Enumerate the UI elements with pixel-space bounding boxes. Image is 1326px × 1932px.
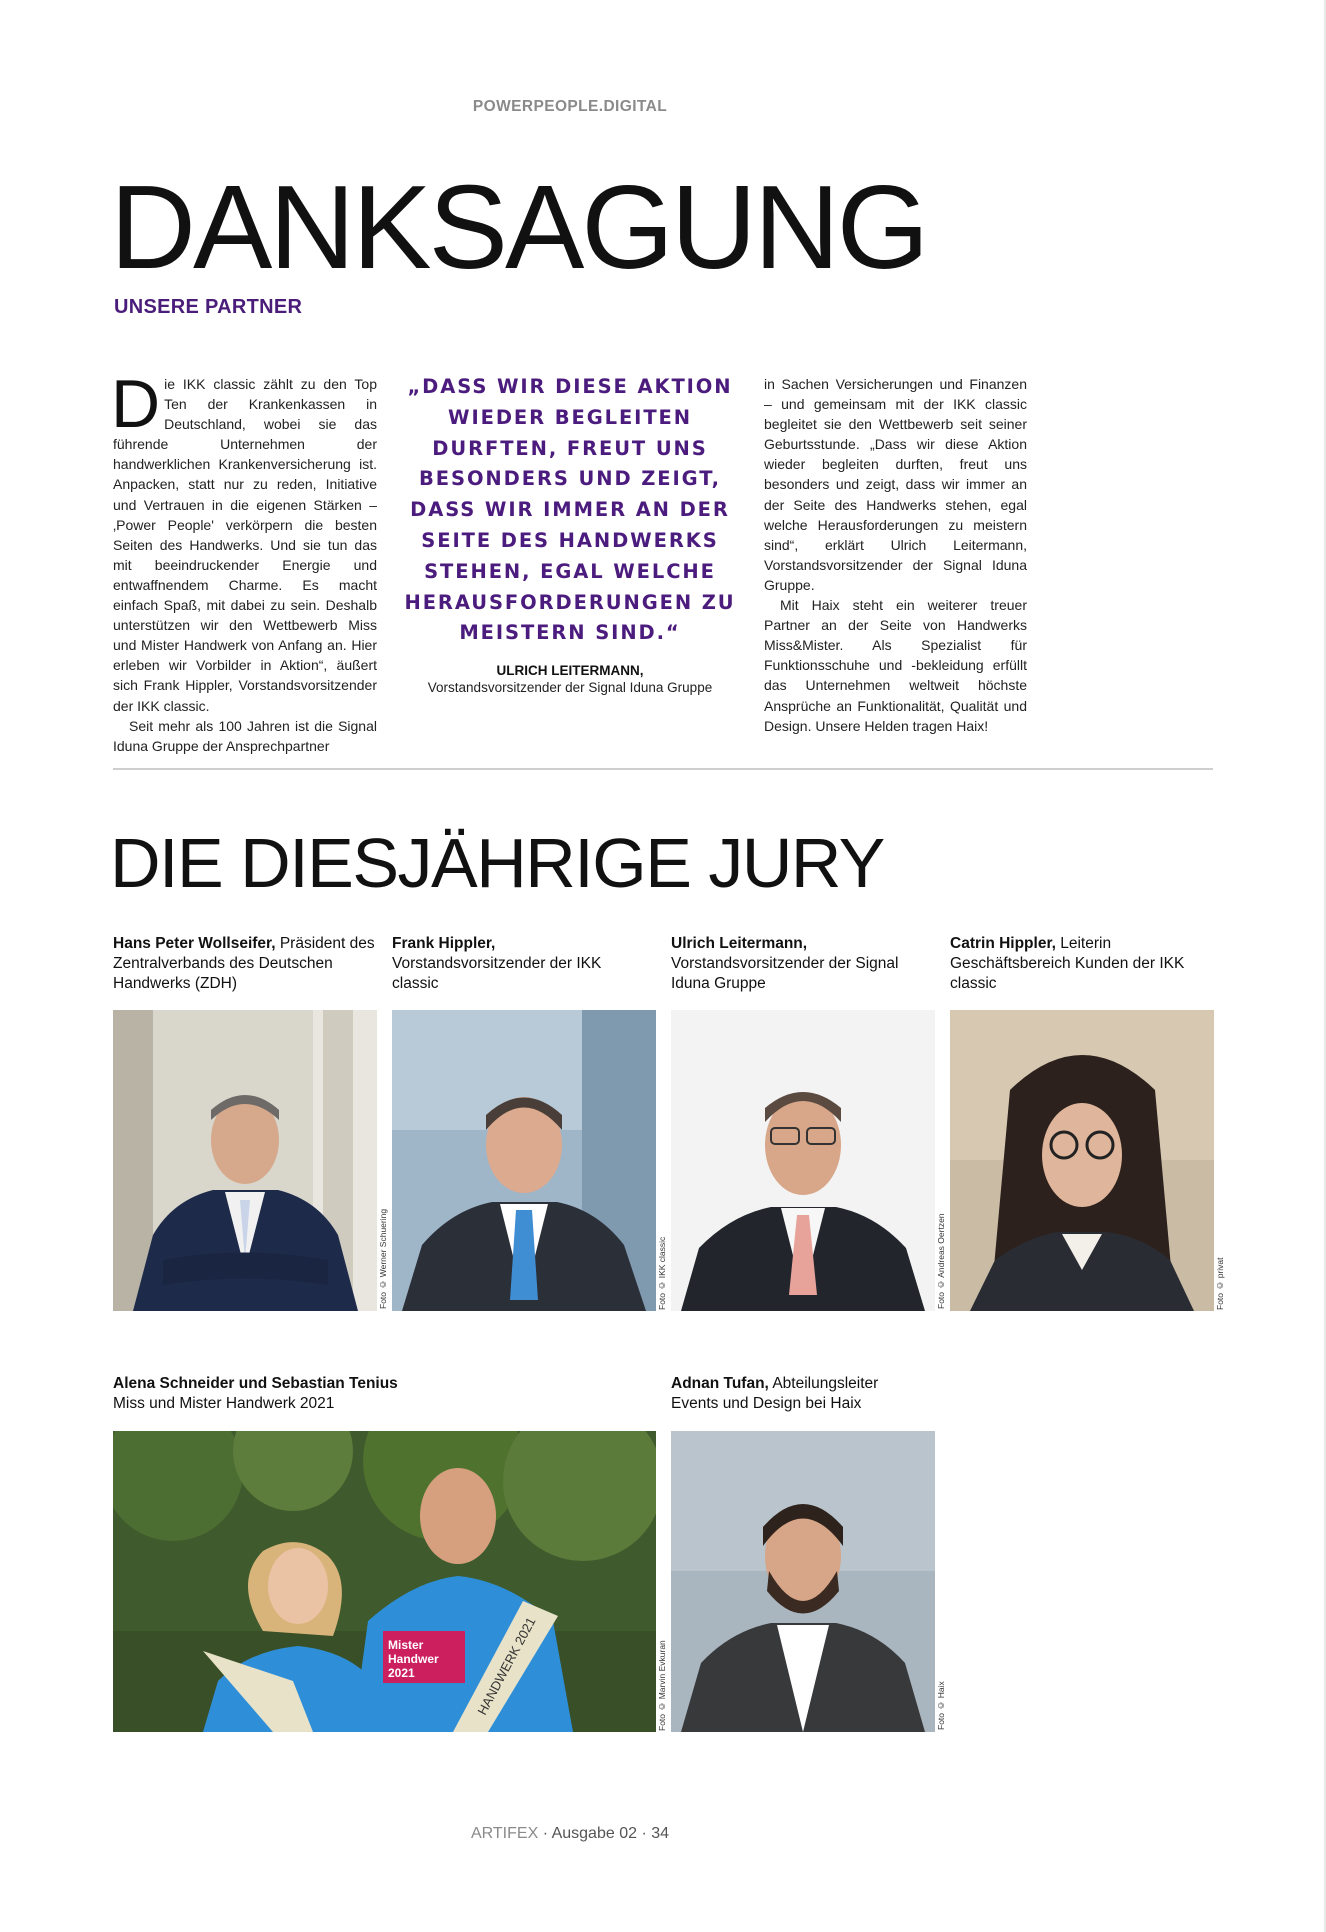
paragraph-text: ie IKK classic zählt zu den Top Ten der Krankenkassen in Deutschland, wobei sie das führende Unternehmen der handwerklichen Krankenversicherung ist. Anpacken, statt nur zu reden, Initiative und Vertrauen in die eigenen Stärken – ‚Power People' verkörpern die besten Seiten des Handwerks. Und sie tun das mit beeindruckender Energie und entwaffnendem Charme. Es macht einfach Spaß, mit dabei zu sein. Deshalb unterstützen wir den Wettbewerb Miss und Mister Handwerk von Anfang an. Hier erleben wir Vorbilder in Aktion“, äußert sich Frank Hippler, Vorstandsvorsitzender der IKK classic.	[113, 376, 377, 714]
article-subtitle: UNSERE PARTNER	[114, 296, 303, 318]
photo-credit: Foto © IKK classic	[657, 1236, 667, 1310]
jury-name: Hans Peter Wollseifer,	[113, 935, 276, 952]
jury-name: Alena Schneider und Sebastian Tenius	[113, 1375, 398, 1392]
jury-name: Catrin Hippler,	[950, 935, 1056, 952]
jury-photo-f-hippler	[392, 1010, 656, 1311]
magazine-name: ARTIFEX	[470, 1825, 539, 1842]
jury-caption	[671, 934, 921, 995]
photo-credit: Foto © Werner Schuering	[378, 1208, 388, 1309]
jury-name: Frank Hippler,	[392, 935, 496, 952]
svg-text:HANDWERK 2021: HANDWERK 2021	[474, 1614, 539, 1718]
issue-info: · Ausgabe 02 · 34	[538, 1825, 670, 1842]
jury-name: Ulrich Leitermann,	[671, 935, 808, 952]
svg-text:Mister: Mister	[388, 1638, 424, 1652]
jury-role: Präsident des Zentralverbands des Deutschen Handwerks (ZDH)	[113, 935, 375, 993]
quote-text: „DASS WIR DIESE AKTION WIEDER BEGLEITEN DURFTEN, FREUT UNS BESONDERS UND ZEIGT, DASS WIR IMMER AN DER SEITE DES HANDWERKS STEHEN, EGAL WELCHE HERAUSFORDERUNGEN ZU MEISTERN SIND.“	[404, 375, 736, 645]
paragraph	[111, 366, 377, 716]
quote-author: ULRICH LEITERMANN,	[496, 663, 644, 679]
section-divider	[113, 768, 1213, 770]
jury-title: DIE DIESJÄHRIGE JURY	[110, 824, 884, 902]
jury-caption	[950, 934, 1200, 995]
jury-photo-miss-mister	[113, 1431, 656, 1732]
photo-credit: Foto © Andreas Oertzen	[936, 1213, 946, 1309]
jury-photo-c-hippler	[950, 1010, 1214, 1311]
jury-role: Vorstandsvorsitzender der Signal Iduna Gruppe	[671, 955, 899, 993]
paragraph: Mit Haix steht ein weiterer treuer Partner an der Seite von Handwerks Miss&Mister. Als Spezialist für Funktionsschuhe und -bekleidung erfüllt das Unternehmen weltweit höchste Ansprüche an Funktionalität, Qualität und Design. Unsere Helden tragen Haix!	[764, 597, 1027, 734]
paragraph: in Sachen Versicherungen und Finanzen – und gemeinsam mit der IKK classic begleitet sie den Wettbewerb seit seiner Geburtsstunde. „Dass wir diese Aktion wieder begleiten durften, freut uns besonders und zeigt, dass wir immer an der Seite des Handwerks stehen, egal welche Herausforderungen zu meistern sind“, erklärt Ulrich Leitermann, Vorstandsvorsitzender der Signal Iduna Gruppe.	[764, 376, 1027, 593]
jury-photo-wollseifer	[113, 1010, 377, 1311]
drop-cap: D	[111, 366, 161, 442]
pull-quote	[400, 372, 740, 695]
jury-caption	[113, 934, 383, 995]
jury-photo-tufan	[671, 1431, 935, 1732]
page-footer	[0, 1825, 1140, 1843]
svg-text:2021: 2021	[388, 1666, 415, 1680]
photo-credit: Foto © privat	[1215, 1257, 1225, 1310]
site-header: POWERPEOPLE.DIGITAL	[472, 98, 668, 115]
jury-role: Leiterin Geschäftsbereich Kunden der IKK classic	[950, 935, 1185, 993]
paragraph: Seit mehr als 100 Jahren ist die Signal Iduna Gruppe der Ansprechpartner	[113, 717, 377, 754]
jury-name: Adnan Tufan,	[671, 1375, 769, 1392]
photo-credit: Foto © Haix	[936, 1681, 946, 1730]
article-title: DANKSAGUNG	[110, 161, 927, 294]
jury-photo-leitermann	[671, 1010, 935, 1311]
jury-role: Abteilungsleiter Events und Design bei Haix	[671, 1375, 879, 1413]
jury-caption	[392, 934, 642, 995]
text-column-right	[764, 374, 1027, 736]
jury-caption	[113, 1374, 533, 1414]
photo-credit: Foto © Marvin Evkuran	[657, 1640, 667, 1731]
quote-author-role: Vorstandsvorsitzender der Signal Iduna Gruppe	[427, 680, 713, 696]
jury-caption	[671, 1374, 921, 1414]
jury-role: Vorstandsvorsitzender der IKK classic	[392, 955, 602, 993]
svg-text:Handwer: Handwer	[388, 1652, 439, 1666]
text-column-left	[111, 366, 377, 756]
jury-role: Miss und Mister Handwerk 2021	[113, 1395, 335, 1413]
